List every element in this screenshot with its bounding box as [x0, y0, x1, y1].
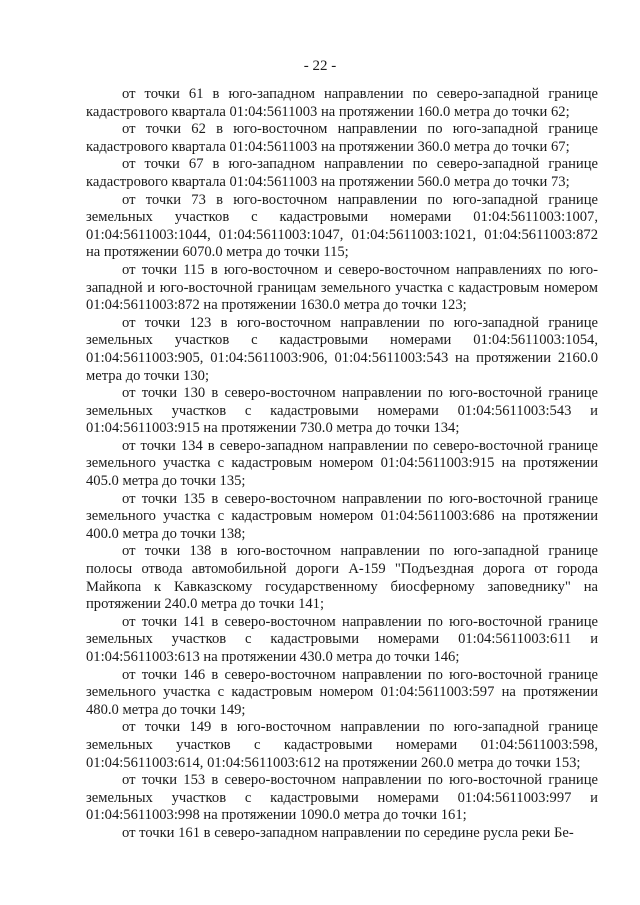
page-number: - 22 - [303, 58, 337, 74]
paragraph: от точки 141 в северо-восточном направлении по юго-восточной границе земельных участков с кадастровыми номерами 01:04:5611003:611 и 01:04:5611003:613 на протяжении 430.0 метра до точки 146; [86, 613, 598, 665]
paragraph: от точки 149 в юго-восточном направлении по юго-западной границе земельных участков с кадастровыми номерами 01:04:5611003:598, 01:04:5611003:614, 01:04:5611003:612 на протяжении 260.0 метра до точки 153; [86, 719, 598, 771]
paragraph: от точки 161 в северо-западном направлении по середине русла реки Бе- [122, 824, 574, 841]
paragraph: от точки 62 в юго-восточном направлении по юго-западной границе кадастрового квартала 01:04:5611003 на протяжении 360.0 метра до точки 67; [86, 121, 598, 155]
paragraph: от точки 61 в юго-западном направлении по северо-западной границе кадастрового квартала 01:04:5611003 на протяжении 160.0 метра до точки 62; [86, 86, 598, 120]
paragraph: от точки 73 в юго-восточном направлении по юго-западной границе земельных участков с кадастровыми номерами 01:04:5611003:1007, 01:04:5611003:1044, 01:04:5611003:1047, 01:04:5611003:1021, 01:04:5611003:872 на протяжении 6070.0 метра до точки 115; [86, 191, 598, 261]
paragraph: от точки 115 в юго-восточном и северо-восточном направлениях по юго-западной и юго-восточной границам земельного участка с кадастровым номером 01:04:5611003:872 на протяжении 1630.0 метра до точки 123; [86, 261, 598, 314]
paragraph: от точки 123 в юго-восточном направлении по юго-западной границе земельных участков с кадастровыми номерами 01:04:5611003:1054, 01:04:5611003:905, 01:04:5611003:906, 01:04:5611003:543 на протяжении 2160.0 метра до точки 130; [86, 314, 598, 384]
paragraph: от точки 146 в северо-восточном направлении по юго-восточной границе земельного участка с кадастровым номером 01:04:5611003:597 на протяжении 480.0 метра до точки 149; [86, 666, 598, 718]
paragraph: от точки 138 в юго-восточном направлении по юго-западной границе полосы отвода автомобильной дороги А-159 "Подъездная дорога от города Майкопа к Кавказскому государственному биосферному заповеднику" на протяжении 240.0 метра до точки 141; [86, 543, 598, 613]
paragraph: от точки 130 в северо-восточном направлении по юго-восточной границе земельных участков с кадастровыми номерами 01:04:5611003:543 и 01:04:5611003:915 на протяжении 730.0 метра до точки 134; [86, 385, 598, 437]
paragraph: от точки 135 в северо-восточном направлении по юго-восточной границе земельного участка с кадастровым номером 01:04:5611003:686 на протяжении 400.0 метра до точки 138; [86, 490, 598, 542]
paragraph: от точки 134 в северо-западном направлении по северо-восточной границе земельного участка с кадастровым номером 01:04:5611003:915 на протяжении 405.0 метра до точки 135; [86, 437, 598, 490]
paragraph: от точки 153 в северо-восточном направлении по юго-восточной границе земельных участков с кадастровыми номерами 01:04:5611003:997 и 01:04:5611003:998 на протяжении 1090.0 метра до точки 161; [86, 772, 598, 824]
paragraph: от точки 67 в юго-западном направлении по северо-западной границе кадастрового квартала 01:04:5611003 на протяжении 560.0 метра до точки 73; [86, 156, 598, 190]
document-body [86, 86, 598, 843]
